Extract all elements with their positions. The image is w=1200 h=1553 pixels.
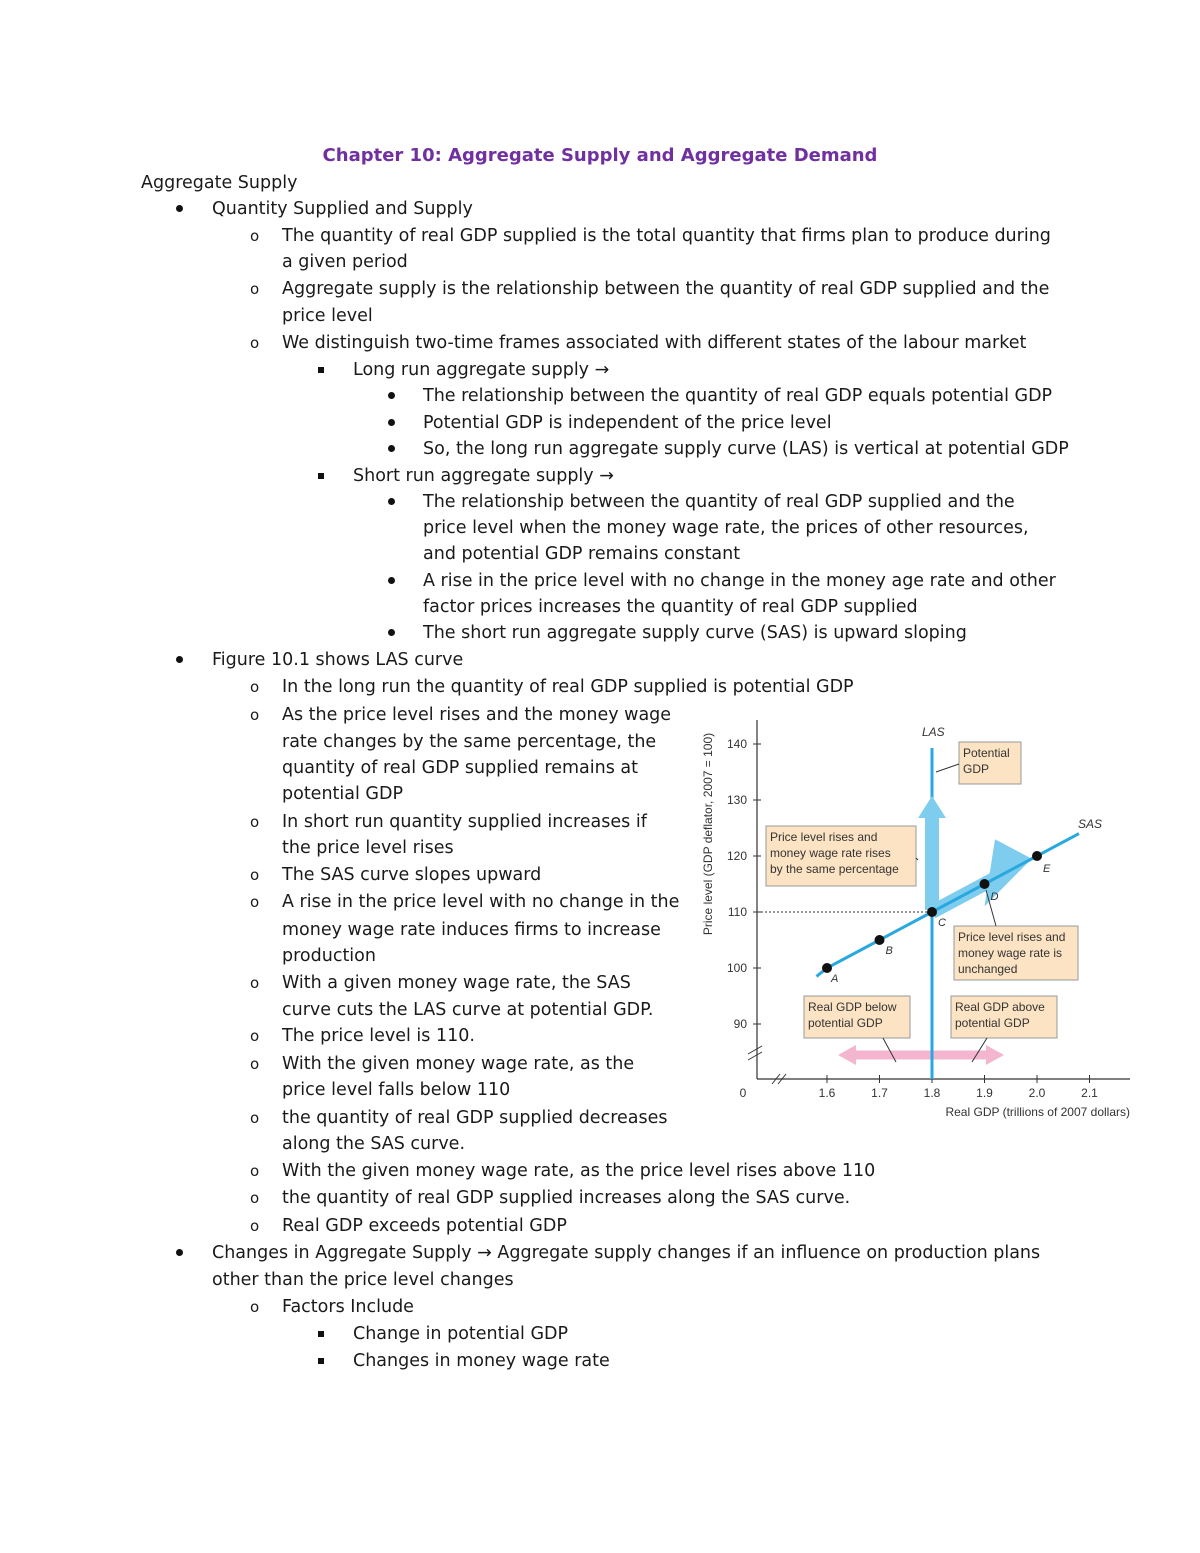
point-label-a: A xyxy=(831,973,839,985)
list-item: So, the long run aggregate supply curve (LAS) is vertical at potential GDP xyxy=(423,439,1069,459)
same-percentage-text: money wage rate rises xyxy=(770,846,891,860)
y-tick-label: 90 xyxy=(733,1017,747,1031)
bullet: o xyxy=(250,1298,260,1316)
list-item: The relationship between the quantity of real GDP equals potential GDP xyxy=(423,386,1053,406)
bullet xyxy=(388,445,395,452)
list-item: With a given money wage rate, the SAS xyxy=(282,973,631,993)
las-label: LAS xyxy=(922,725,945,739)
list-item: the quantity of real GDP supplied increases along the SAS curve. xyxy=(282,1188,851,1208)
bullet: o xyxy=(250,1027,260,1045)
bullet: o xyxy=(250,974,260,992)
list-item: production xyxy=(282,946,376,966)
list-item: and potential GDP remains constant xyxy=(423,544,741,564)
point-label-b: B xyxy=(885,945,893,957)
bullet: o xyxy=(250,334,260,352)
list-item: Aggregate supply is the relationship between the quantity of real GDP supplied and the xyxy=(282,279,1050,299)
list-item: Changes in money wage rate xyxy=(353,1351,610,1371)
above-potential-text: Real GDP above xyxy=(955,1000,1045,1014)
list-item: price level when the money wage rate, the prices of other resources, xyxy=(423,518,1029,538)
list-item: price level xyxy=(282,306,373,326)
list-item: A rise in the price level with no change in the xyxy=(282,892,680,912)
x-tick-label: 1.8 xyxy=(923,1086,941,1100)
y-tick-label: 140 xyxy=(726,737,747,751)
bullet: o xyxy=(250,280,260,298)
bullet xyxy=(318,1331,324,1337)
las-up-arrowhead xyxy=(918,796,946,818)
bullet: o xyxy=(250,706,260,724)
bullet xyxy=(388,392,395,399)
x-tick-label: 1.6 xyxy=(818,1086,836,1100)
list-item: Factors Include xyxy=(282,1297,414,1317)
pink-arrowhead-right xyxy=(986,1045,1004,1065)
potential-gdp-pointer xyxy=(936,764,959,772)
bullet: o xyxy=(250,1109,260,1127)
list-item: money wage rate induces firms to increase xyxy=(282,920,661,940)
bullet: o xyxy=(250,813,260,831)
list-item: Long run aggregate supply → xyxy=(353,360,610,380)
list-item: With the given money wage rate, as the xyxy=(282,1054,635,1074)
list-item: the price level rises xyxy=(282,838,454,858)
bullet xyxy=(388,629,395,636)
bullet: o xyxy=(250,1189,260,1207)
x-axis-label: Real GDP (trillions of 2007 dollars) xyxy=(945,1105,1130,1119)
y-tick-label: 130 xyxy=(726,793,747,807)
y-tick-label: 120 xyxy=(726,849,747,863)
list-item: We distinguish two-time frames associated with different states of the labour market xyxy=(282,333,1027,353)
list-item: Real GDP exceeds potential GDP xyxy=(282,1216,567,1236)
x-tick-label: 1.7 xyxy=(871,1086,888,1100)
bullet xyxy=(318,473,324,479)
y-axis-break xyxy=(748,1046,762,1060)
point-d xyxy=(980,879,990,889)
section-heading: Aggregate Supply xyxy=(141,173,298,193)
potential-gdp-text: GDP xyxy=(963,762,990,776)
list-item: the quantity of real GDP supplied decreases xyxy=(282,1108,668,1128)
x-tick-label: 2.0 xyxy=(1028,1086,1046,1100)
point-label-d: D xyxy=(990,891,999,903)
point-c xyxy=(927,907,937,917)
pink-arrowhead-left xyxy=(838,1045,856,1065)
point-label-e: E xyxy=(1043,863,1051,875)
list-item: a given period xyxy=(282,252,408,272)
list-item: along the SAS curve. xyxy=(282,1134,466,1154)
potential-gdp-text: Potential xyxy=(963,746,1010,760)
list-item: The short run aggregate supply curve (SAS) is upward sloping xyxy=(423,623,967,643)
list-item: other than the price level changes xyxy=(212,1270,514,1290)
list-item: The relationship between the quantity of real GDP supplied and the xyxy=(423,492,1015,512)
same-percentage-text: by the same percentage xyxy=(770,862,899,876)
bullet: o xyxy=(250,678,260,696)
bullet: o xyxy=(250,1162,260,1180)
x-tick-label: 0 xyxy=(739,1086,747,1100)
list-item: The quantity of real GDP supplied is the total quantity that firms plan to produce during xyxy=(282,226,1051,246)
list-item: curve cuts the LAS curve at potential GDP. xyxy=(282,1000,654,1020)
y-axis-label: Price level (GDP deflator, 2007 = 100) xyxy=(701,732,715,936)
list-item: A rise in the price level with no change in the money age rate and other xyxy=(423,571,1056,591)
bullet xyxy=(388,419,395,426)
list-item: rate changes by the same percentage, the xyxy=(282,732,657,752)
list-item: factor prices increases the quantity of real GDP supplied xyxy=(423,597,918,617)
same-percentage-text: Price level rises and xyxy=(770,830,878,844)
las-up-arrow xyxy=(925,816,939,910)
list-item: Potential GDP is independent of the price level xyxy=(423,413,832,433)
above-potential-text: potential GDP xyxy=(955,1016,1030,1030)
bullet: o xyxy=(250,893,260,911)
bullet xyxy=(176,205,183,212)
bullet: o xyxy=(250,1217,260,1235)
bullet xyxy=(318,1358,324,1364)
list-item: The price level is 110. xyxy=(282,1026,475,1046)
list-item: In the long run the quantity of real GDP supplied is potential GDP xyxy=(282,677,854,697)
below-potential-text: potential GDP xyxy=(808,1016,883,1030)
y-tick-label: 110 xyxy=(727,905,747,919)
point-a xyxy=(822,963,832,973)
unchanged-text: money wage rate is xyxy=(958,946,1063,960)
list-item: As the price level rises and the money wage xyxy=(282,705,672,725)
list-item: The SAS curve slopes upward xyxy=(282,865,542,885)
list-item: Figure 10.1 shows LAS curve xyxy=(212,650,464,670)
list-item: price level falls below 110 xyxy=(282,1080,511,1100)
list-item: In short run quantity supplied increases if xyxy=(282,812,647,832)
point-label-c: C xyxy=(938,917,946,929)
bullet xyxy=(388,498,395,505)
list-item: quantity of real GDP supplied remains at xyxy=(282,758,638,778)
x-tick-label: 1.9 xyxy=(976,1086,993,1100)
sas-label: SAS xyxy=(1078,817,1103,831)
list-item: With the given money wage rate, as the price level rises above 110 xyxy=(282,1161,876,1181)
point-e xyxy=(1032,851,1042,861)
y-tick-label: 100 xyxy=(726,961,747,975)
unchanged-text: unchanged xyxy=(958,962,1018,976)
bullet xyxy=(176,656,183,663)
list-item: Changes in Aggregate Supply → Aggregate supply changes if an influence on production plans xyxy=(212,1243,1041,1263)
list-item: Quantity Supplied and Supply xyxy=(212,199,473,219)
list-item: Change in potential GDP xyxy=(353,1324,569,1344)
page-title: Chapter 10: Aggregate Supply and Aggregate Demand xyxy=(322,145,878,166)
bullet xyxy=(176,1249,183,1256)
bullet xyxy=(388,577,395,584)
bullet: o xyxy=(250,866,260,884)
bullet: o xyxy=(250,1055,260,1073)
bullet: o xyxy=(250,227,260,245)
below-potential-text: Real GDP below xyxy=(808,1000,897,1014)
las-sas-chart xyxy=(690,712,1140,1122)
list-item: Short run aggregate supply → xyxy=(353,466,614,486)
bullet xyxy=(318,367,324,373)
x-tick-label: 2.1 xyxy=(1081,1086,1098,1100)
list-item: potential GDP xyxy=(282,784,403,804)
unchanged-text: Price level rises and xyxy=(958,930,1066,944)
point-b xyxy=(875,935,885,945)
